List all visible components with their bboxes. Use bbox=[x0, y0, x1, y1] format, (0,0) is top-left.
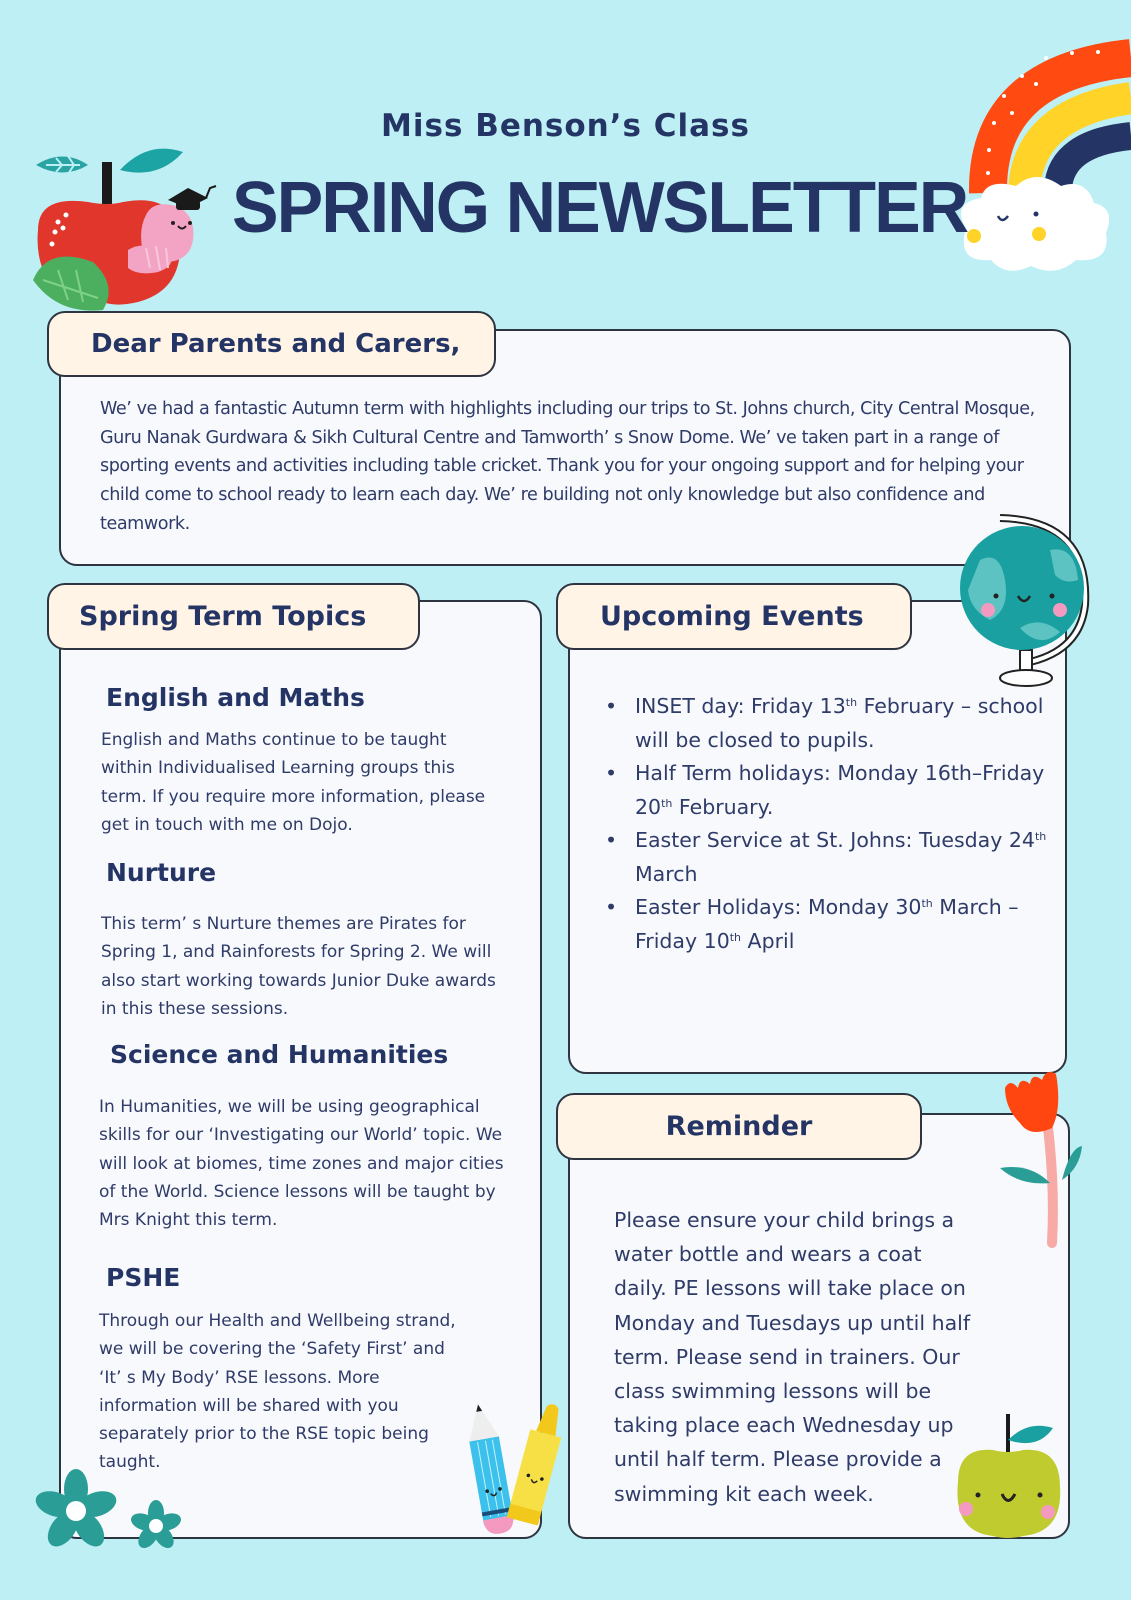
flower-icon bbox=[32, 1469, 119, 1552]
events-heading: Upcoming Events bbox=[600, 601, 864, 632]
pencil-crayon-illustration bbox=[458, 1398, 568, 1538]
topic-title-nurture: Nurture bbox=[106, 858, 217, 887]
tulip-icon bbox=[1005, 1072, 1058, 1132]
apple-worm-illustration bbox=[28, 140, 228, 310]
intro-heading-tab bbox=[47, 311, 496, 377]
reminder-heading: Reminder bbox=[665, 1111, 813, 1142]
topic-body-pshe: Through our Health and Wellbeing strand, we will be covering the ‘Safety First’ and ‘It’ s My Body’ RSE lessons. More information will be shared with you separately prior to the RSE topic being taught. bbox=[99, 1311, 456, 1473]
topic-body-nurture: This term’ s Nurture themes are Pirates for Spring 1, and Rainforests for Spring 2. We will also start working towards Junior Duke awards in this these sessions. bbox=[101, 914, 496, 1019]
topic-title-english-maths: English and Maths bbox=[106, 683, 365, 712]
topic-body-english-maths: English and Maths continue to be taught within Individualised Learning groups this term. If you require more information, please get in touch with me on Dojo. bbox=[101, 730, 486, 835]
event-item: • Easter Service at St. Johns: Tuesday 24th March bbox=[635, 824, 1055, 891]
topic-title-science-humanities: Science and Humanities bbox=[110, 1040, 449, 1069]
globe-illustration bbox=[960, 510, 1100, 690]
topics-heading-tab bbox=[47, 583, 420, 650]
reminder-body: Please ensure your child brings a water bottle and wears a coat daily. PE lessons will take place on Monday and Tuesdays up until half term. Please send in trainers. Our class swimming lessons will be taking place each Wednesday up until half term. Please provide a swimming kit each week. bbox=[614, 1208, 971, 1506]
topics-heading: Spring Term Topics bbox=[79, 601, 367, 632]
event-item: • Easter Holidays: Monday 30th March – Friday 10th April bbox=[635, 891, 1055, 958]
teal-flowers-illustration bbox=[34, 1473, 194, 1568]
topic-body-science-humanities: In Humanities, we will be using geographical skills for our ‘Investigating our World’ topic. We will look at biomes, time zones and major cities of the World. Science lessons will be taught by Mrs Knight this term. bbox=[99, 1097, 504, 1231]
green-apple-illustration bbox=[948, 1412, 1068, 1542]
class-name-subtitle: Miss Benson’s Class bbox=[381, 108, 750, 144]
events-heading-tab bbox=[556, 583, 912, 650]
tulip-flower-illustration bbox=[1000, 1068, 1090, 1268]
flower-icon bbox=[129, 1500, 183, 1552]
events-list bbox=[600, 690, 1055, 958]
intro-body: We’ ve had a fantastic Autumn term with highlights including our trips to St. Johns church, City Central Mosque, Guru Nanak Gurdwara & Sikh Cultural Centre and Tamworth’ s Snow Dome. We’ ve taken part in a range of sporting events and activities including table cricket. Thank you for your ongoing support and for helping your child come to school ready to learn each day. We’ re building not only knowledge but also confidence and teamwork. bbox=[100, 399, 1035, 534]
topic-title-pshe: PSHE bbox=[106, 1263, 181, 1292]
reminder-heading-tab bbox=[556, 1093, 922, 1160]
newsletter-title: SPRING NEWSLETTER bbox=[232, 168, 968, 248]
event-item: • Half Term holidays: Monday 16th–Friday 20th February. bbox=[635, 757, 1055, 824]
event-item: • INSET day: Friday 13th February – school will be closed to pupils. bbox=[635, 690, 1055, 757]
intro-heading: Dear Parents and Carers, bbox=[91, 329, 461, 359]
